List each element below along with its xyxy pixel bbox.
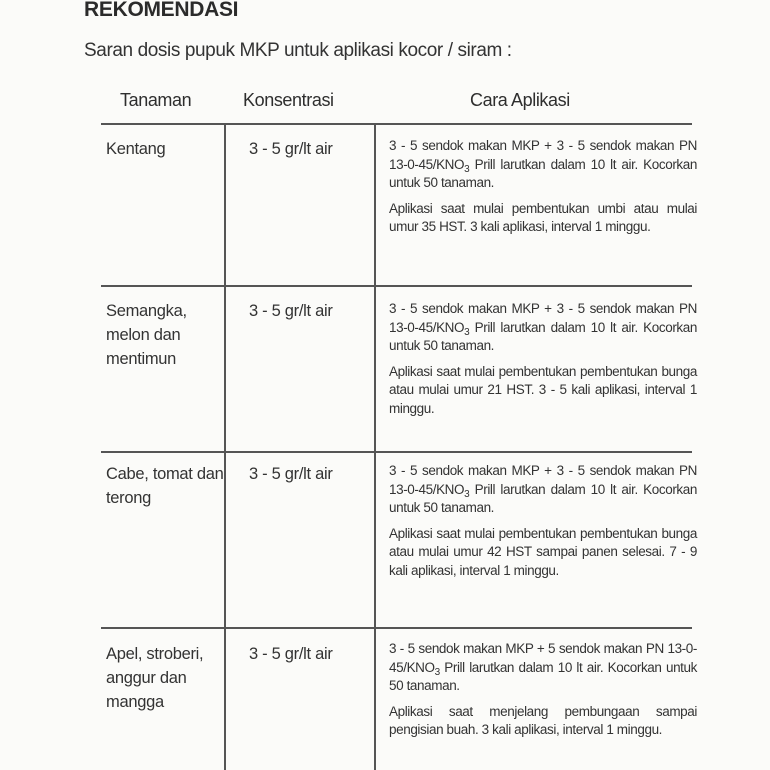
row-divider <box>101 451 692 453</box>
cell-konsentrasi: 3 - 5 gr/lt air <box>249 645 333 663</box>
cell-cara-aplikasi <box>389 300 697 425</box>
timing-text: Aplikasi saat mulai pembentukan pembentukan bunga atau mulai umur 42 HST sampai panen selesai. 7 - 9 kali aplikasi, interval 1 minggu. <box>389 525 697 578</box>
header-konsentrasi: Konsentrasi <box>243 90 334 110</box>
cell-cara-aplikasi <box>389 640 697 747</box>
header-cara-aplikasi: Cara Aplikasi <box>470 90 570 110</box>
instruction-text: 3 - 5 sendok makan MKP + 3 - 5 sendok makan PN $13-0-45/KNO_3$ Prill larutkan dalam 10 lt air. Kocorkan untuk 50 tanaman. <box>389 138 697 190</box>
cell-cara-aplikasi <box>389 462 697 587</box>
cell-tanaman: Kentang <box>106 140 166 158</box>
timing-text: Aplikasi saat menjelang pembungaan sampai pengisian buah. 3 kali aplikasi, interval 1 minggu. <box>389 703 697 737</box>
header-tanaman: Tanaman <box>120 90 192 110</box>
cell-konsentrasi: 3 - 5 gr/lt air <box>249 140 333 158</box>
column-divider <box>224 124 226 770</box>
instruction-text: 3 - 5 sendok makan MKP + 5 sendok makan PN $13-0-45/KNO_3$ Prill larutkan dalam 10 lt air. Kocorkan untuk 50 tanaman. <box>389 641 697 693</box>
timing-text: Aplikasi saat mulai pembentukan umbi atau mulai umur 35 HST. 3 kali aplikasi, interval 1 minggu. <box>389 200 697 234</box>
cell-cara-aplikasi <box>389 137 697 244</box>
document-title: REKOMENDASI <box>84 0 239 21</box>
cell-konsentrasi: 3 - 5 gr/lt air <box>249 302 333 320</box>
cell-tanaman: Cabe, tomat dan terong <box>106 465 224 507</box>
row-divider <box>101 627 692 629</box>
cell-konsentrasi: 3 - 5 gr/lt air <box>249 465 333 483</box>
row-divider <box>101 285 692 287</box>
document-subtitle: Saran dosis pupuk MKP untuk aplikasi kocor / siram : <box>84 40 512 61</box>
instruction-text: 3 - 5 sendok makan MKP + 3 - 5 sendok makan PN $13-0-45/KNO_3$ Prill larutkan dalam 10 lt air. Kocorkan untuk 50 tanaman. <box>389 463 697 515</box>
cell-tanaman: Semangka, melon dan mentimun <box>106 302 187 368</box>
table-header-rule <box>101 123 692 125</box>
cell-tanaman: Apel, stroberi, anggur dan mangga <box>106 645 204 711</box>
instruction-text: 3 - 5 sendok makan MKP + 3 - 5 sendok makan PN $13-0-45/KNO_3$ Prill larutkan dalam 10 lt air. Kocorkan untuk 50 tanaman. <box>389 301 697 353</box>
timing-text: Aplikasi saat mulai pembentukan pembentukan bunga atau mulai umur 21 HST. 3 - 5 kali aplikasi, interval 1 minggu. <box>389 363 697 416</box>
column-divider <box>374 124 376 770</box>
